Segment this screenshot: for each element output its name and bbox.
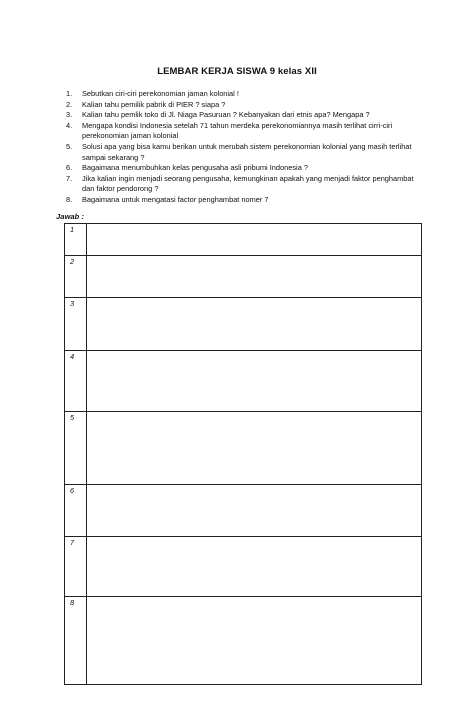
answer-row-number: 2 — [65, 256, 87, 298]
answer-cell[interactable] — [87, 537, 422, 597]
answer-row — [65, 537, 422, 597]
answer-row — [65, 412, 422, 485]
question-number: 3. — [66, 110, 73, 120]
question-number: 7. — [66, 173, 73, 183]
question-item — [66, 121, 426, 142]
answer-row-number: 5 — [65, 412, 87, 485]
answer-row-number: 3 — [65, 298, 87, 351]
answer-row — [65, 256, 422, 298]
question-number: 5. — [66, 141, 73, 151]
question-item — [66, 100, 426, 111]
answer-row — [65, 351, 422, 412]
question-item — [66, 163, 426, 174]
answer-row-number: 7 — [65, 537, 87, 597]
answer-cell[interactable] — [87, 256, 422, 298]
answer-row — [65, 224, 422, 256]
answer-row — [65, 485, 422, 537]
question-item — [66, 195, 426, 206]
answer-row — [65, 597, 422, 685]
answer-row-number: 4 — [65, 351, 87, 412]
question-number: 1. — [66, 89, 73, 98]
question-text: Kalian tahu pemilik pabrik di PIER ? siapa ? — [82, 99, 226, 109]
answer-cell[interactable] — [87, 224, 422, 256]
answer-cell[interactable] — [87, 298, 422, 351]
answer-row-number: 1 — [65, 224, 87, 256]
answer-table — [64, 223, 422, 685]
question-text: Sebutkan ciri-ciri perekonomian jaman kolonial ! — [82, 89, 239, 98]
answer-row-number: 8 — [65, 597, 87, 685]
answer-cell[interactable] — [87, 597, 422, 685]
answer-cell[interactable] — [87, 351, 422, 412]
question-number: 8. — [66, 194, 73, 204]
answer-cell[interactable] — [87, 485, 422, 537]
question-text: Kalian tahu pemlik toko di Jl. Niaga Pasuruan ? Kebanyakan dari etnis apa? Mengapa ? — [82, 110, 370, 120]
question-text: Bagaimana untuk mengatasi factor penghambat nomer 7 — [82, 194, 269, 204]
question-number: 4. — [66, 120, 73, 130]
question-item — [66, 174, 426, 195]
question-item — [66, 110, 426, 121]
answer-row — [65, 298, 422, 351]
page-title: LEMBAR KERJA SISWA 9 kelas XII — [157, 66, 317, 77]
question-text: Solusi apa yang bisa kamu berikan untuk merubah sistem perekonomian kolonial yang masih terlihat sampai sekarang ? — [82, 141, 412, 162]
question-text: Mengapa kondisi Indonesia setelah 71 tahun merdeka perekonomiannya masih terlihat cirri-ciri perekonomian jaman kolonial — [82, 120, 393, 141]
question-item — [66, 142, 426, 163]
question-text: Bagaimana menumbuhkan kelas pengusaha asli pribumi Indonesia ? — [82, 163, 308, 173]
question-list — [66, 89, 426, 206]
question-number: 6. — [66, 163, 73, 173]
answer-row-number: 6 — [65, 485, 87, 537]
answer-cell[interactable] — [87, 412, 422, 485]
question-text: Jika kalian ingin menjadi seorang pengusaha, kemungkinan apakah yang menjadi faktor penghambat dan faktor pendorong ? — [82, 173, 414, 194]
question-item — [66, 89, 426, 100]
question-number: 2. — [66, 99, 73, 109]
answer-label: Jawab : — [56, 212, 84, 221]
